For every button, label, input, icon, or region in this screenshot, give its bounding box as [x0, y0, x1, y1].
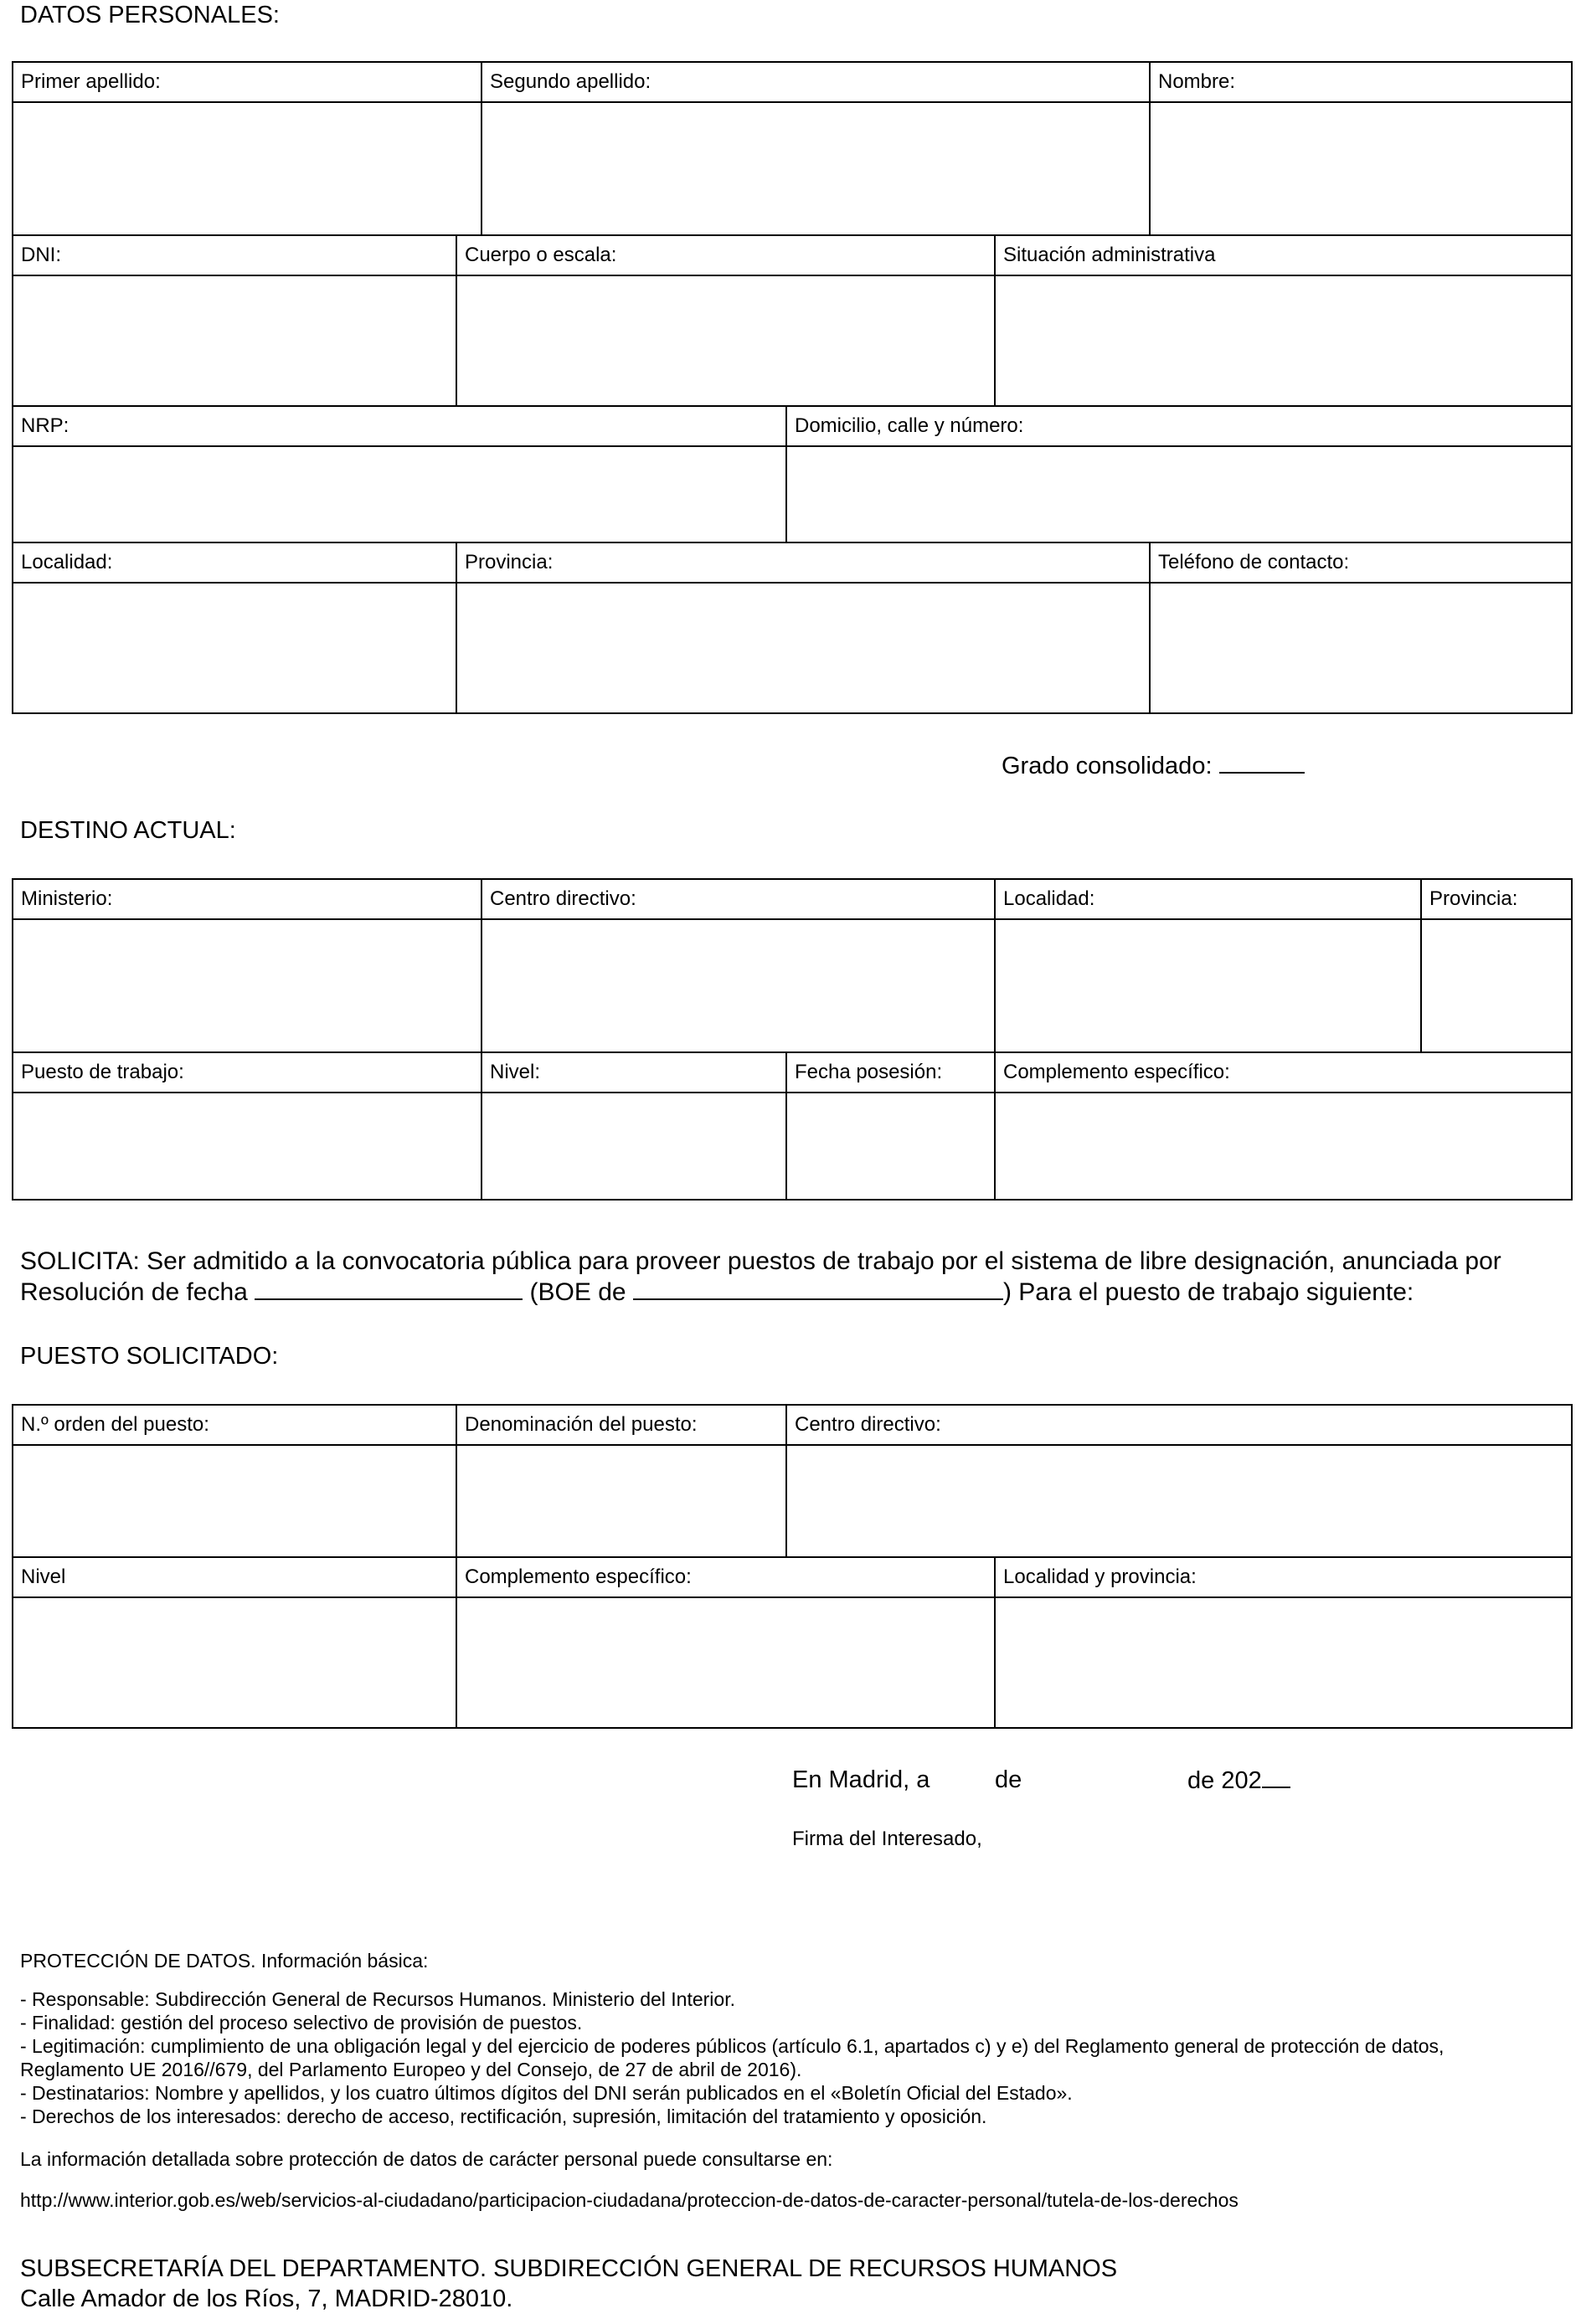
- field-label: Complemento específico:: [457, 1558, 994, 1598]
- field-nombre: [1149, 63, 1571, 234]
- field-label: Nivel: [13, 1558, 456, 1598]
- field-label: Localidad:: [996, 880, 1420, 920]
- field-nivel-solicitado: [13, 1558, 456, 1727]
- field-input-area[interactable]: [482, 103, 1149, 234]
- proteccion-item: - Responsable: Subdirección General de Recursos Humanos. Ministerio del Interior.: [20, 1988, 735, 2010]
- form-row: [13, 880, 1571, 1051]
- fecha-anio-label: de 202: [1187, 1767, 1262, 1794]
- field-input-area[interactable]: [996, 276, 1571, 405]
- field-label: Nivel:: [482, 1053, 785, 1093]
- field-label: Centro directivo:: [787, 1406, 1571, 1446]
- form-row: [13, 1556, 1571, 1727]
- field-input-area[interactable]: [1151, 584, 1571, 712]
- field-input-area[interactable]: [996, 1598, 1571, 1727]
- proteccion-item: - Destinatarios: Nombre y apellidos, y los cuatro últimos dígitos del DNI serán publicados en el «Boletín Oficial del Estado».: [20, 2082, 1073, 2104]
- field-input-area[interactable]: [457, 584, 1149, 712]
- field-centro-directivo-solicitado: [785, 1406, 1571, 1556]
- field-primer-apellido: [13, 63, 481, 234]
- field-centro-directivo: [481, 880, 994, 1051]
- field-label: Provincia:: [457, 543, 1149, 584]
- proteccion-item: - Legitimación: cumplimiento de una obligación legal y del ejercicio de poderes públicos (artículo 6.1, apartados c) y e) del Reglamento general de protección de datos,: [20, 2035, 1445, 2057]
- form-row: [13, 234, 1571, 405]
- field-input-area[interactable]: [13, 1093, 481, 1199]
- field-telefono: [1149, 543, 1571, 712]
- field-input-area[interactable]: [1422, 920, 1571, 1051]
- proteccion-url-link[interactable]: http://www.interior.gob.es/web/servicios-al-ciudadano/participacion-ciudadana/proteccion-de-datos-de-caracter-personal/tutela-de-los-derechos: [20, 2189, 1239, 2211]
- field-input-area[interactable]: [13, 1446, 456, 1556]
- fecha-firma-line: [792, 1765, 930, 1795]
- form-row: [13, 405, 1571, 542]
- proteccion-info: La información detallada sobre protección de datos de carácter personal puede consultarse en:: [20, 2148, 833, 2170]
- field-denominacion-puesto: [456, 1406, 785, 1556]
- proteccion-item: - Finalidad: gestión del proceso selectivo de provisión de puestos.: [20, 2012, 583, 2034]
- grado-consolidado-label: Grado consolidado:: [1002, 753, 1213, 779]
- signature-area[interactable]: [792, 1855, 1378, 1931]
- form-row: [13, 542, 1571, 712]
- field-input-area[interactable]: [13, 447, 785, 542]
- field-input-area[interactable]: [13, 920, 481, 1051]
- section-heading-datos-personales: DATOS PERSONALES:: [20, 2, 280, 28]
- form-row: [13, 63, 1571, 234]
- solicita-paragraph: [20, 1247, 1569, 1308]
- field-segundo-apellido: [481, 63, 1149, 234]
- form-row: [13, 1406, 1571, 1556]
- solicita-line2: [20, 1277, 1569, 1308]
- footer-department: SUBSECRETARÍA DEL DEPARTAMENTO. SUBDIRECCIÓN GENERAL DE RECURSOS HUMANOS: [20, 2255, 1118, 2282]
- datos-personales-form: [12, 61, 1573, 714]
- solicita-resolucion-label: Resolución de fecha: [20, 1278, 248, 1306]
- field-label: Domicilio, calle y número:: [787, 407, 1571, 447]
- field-label: Fecha posesión:: [787, 1053, 994, 1093]
- boe-blank[interactable]: [633, 1277, 1003, 1300]
- field-input-area[interactable]: [457, 276, 994, 405]
- destino-actual-form: [12, 878, 1573, 1201]
- field-label: Cuerpo o escala:: [457, 236, 994, 276]
- field-label: Situación administrativa: [996, 236, 1571, 276]
- field-input-area[interactable]: [1151, 103, 1571, 234]
- field-localidad: [13, 543, 456, 712]
- field-input-area[interactable]: [13, 276, 456, 405]
- fecha-de-1: de: [995, 1766, 1022, 1793]
- field-orden-puesto: [13, 1406, 456, 1556]
- field-complemento-especifico-destino: [994, 1053, 1571, 1199]
- field-fecha-posesion: [785, 1053, 994, 1199]
- field-label: Primer apellido:: [13, 63, 481, 103]
- field-nrp: [13, 407, 785, 542]
- field-input-area[interactable]: [996, 1093, 1571, 1199]
- fecha-de-2: [1187, 1765, 1290, 1796]
- footer-address: Calle Amador de los Ríos, 7, MADRID-28010.: [20, 2285, 513, 2312]
- field-label: Denominación del puesto:: [457, 1406, 785, 1446]
- field-input-area[interactable]: [457, 1446, 785, 1556]
- field-label: Localidad:: [13, 543, 456, 584]
- field-input-area[interactable]: [787, 447, 1571, 542]
- field-label: Localidad y provincia:: [996, 1558, 1571, 1598]
- field-cuerpo-escala: [456, 236, 994, 405]
- field-situacion-administrativa: [994, 236, 1571, 405]
- proteccion-datos-list: [20, 1987, 1569, 2128]
- field-label: Puesto de trabajo:: [13, 1053, 481, 1093]
- solicita-puesto-label: ) Para el puesto de trabajo siguiente:: [1002, 1278, 1414, 1306]
- solicita-line1: SOLICITA: Ser admitido a la convocatoria pública para proveer puestos de trabajo por el sistema de libre designación, anunciada por: [20, 1247, 1501, 1275]
- puesto-solicitado-form: [12, 1404, 1573, 1729]
- proteccion-item: Reglamento UE 2016//679, del Parlamento Europeo y del Consejo, de 27 de abril de 2016).: [20, 2059, 802, 2080]
- grado-consolidado: [1002, 750, 1305, 781]
- field-provincia: [456, 543, 1149, 712]
- proteccion-item: - Derechos de los interesados: derecho de acceso, rectificación, supresión, limitación del tratamiento y oposición.: [20, 2105, 987, 2127]
- field-domicilio: [785, 407, 1571, 542]
- field-label: NRP:: [13, 407, 785, 447]
- field-puesto-trabajo: [13, 1053, 481, 1199]
- field-input-area[interactable]: [787, 1446, 1571, 1556]
- proteccion-datos-title: PROTECCIÓN DE DATOS. Información básica:: [20, 1950, 429, 1972]
- field-label: Teléfono de contacto:: [1151, 543, 1571, 584]
- field-input-area[interactable]: [13, 1598, 456, 1727]
- field-input-area[interactable]: [13, 103, 481, 234]
- field-label: Nombre:: [1151, 63, 1571, 103]
- field-input-area[interactable]: [482, 1093, 785, 1199]
- fecha-resolucion-blank[interactable]: [255, 1277, 523, 1300]
- field-nivel-destino: [481, 1053, 785, 1199]
- field-localidad-destino: [994, 880, 1420, 1051]
- section-heading-puesto-solicitado: PUESTO SOLICITADO:: [20, 1343, 279, 1370]
- form-row: [13, 1051, 1571, 1199]
- field-provincia-destino: [1420, 880, 1571, 1051]
- section-heading-destino-actual: DESTINO ACTUAL:: [20, 817, 236, 844]
- field-label: Complemento específico:: [996, 1053, 1571, 1093]
- field-localidad-provincia: [994, 1558, 1571, 1727]
- field-input-area[interactable]: [482, 920, 994, 1051]
- field-input-area[interactable]: [787, 1093, 994, 1199]
- field-input-area[interactable]: [996, 920, 1420, 1051]
- field-dni: [13, 236, 456, 405]
- field-label: Provincia:: [1422, 880, 1571, 920]
- field-label: N.º orden del puesto:: [13, 1406, 456, 1446]
- field-input-area[interactable]: [457, 1598, 994, 1727]
- fecha-lugar: En Madrid, a: [792, 1766, 930, 1793]
- field-label: DNI:: [13, 236, 456, 276]
- firma-interesado-label: Firma del Interesado,: [792, 1828, 982, 1850]
- field-label: Segundo apellido:: [482, 63, 1149, 103]
- field-complemento-especifico-solicitado: [456, 1558, 994, 1727]
- field-input-area[interactable]: [13, 584, 456, 712]
- grado-consolidado-blank[interactable]: [1219, 750, 1305, 774]
- field-ministerio: [13, 880, 481, 1051]
- field-label: Ministerio:: [13, 880, 481, 920]
- anio-blank[interactable]: [1262, 1765, 1290, 1788]
- solicita-boe-label: (BOE de: [529, 1278, 626, 1306]
- field-label: Centro directivo:: [482, 880, 994, 920]
